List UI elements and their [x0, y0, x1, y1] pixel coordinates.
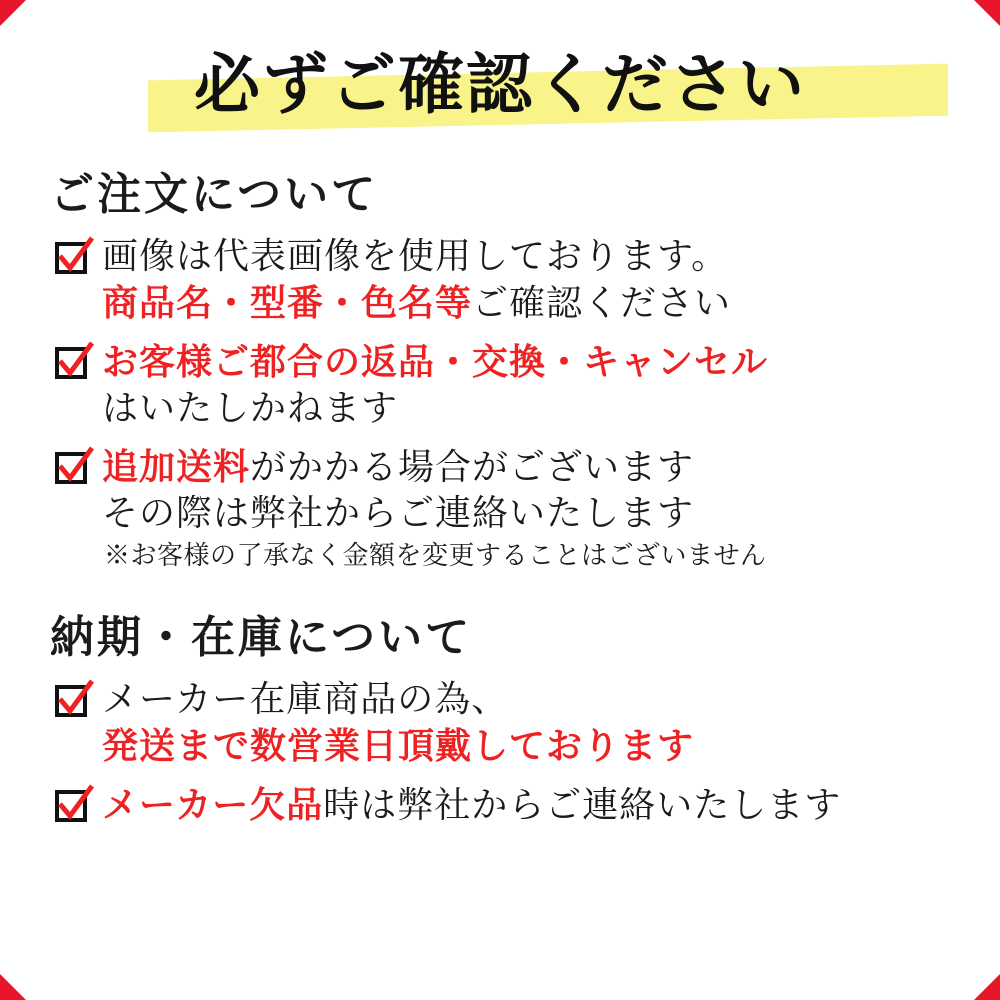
page-title: 必ずご確認ください	[194, 45, 806, 123]
list-item-text	[102, 444, 954, 575]
checkbox-checked-icon	[52, 679, 96, 723]
list-item-line: 商品名・型番・色名等ご確認ください	[102, 282, 732, 324]
checkbox-checked-icon	[52, 784, 96, 828]
section-title-delivery: 納期・在庫について	[50, 612, 473, 663]
list-item-text	[102, 234, 954, 327]
section-title-orders: ご注文について	[50, 169, 379, 220]
list-item	[46, 677, 954, 770]
list-item-note: ※お客様の了承なく金額を変更することはございません	[104, 541, 767, 571]
list-item	[46, 444, 954, 575]
list-item	[46, 339, 954, 432]
checkbox-checked-icon	[52, 446, 96, 490]
list-item-line: 画像は代表画像を使用しております。	[102, 236, 729, 277]
list-item-line: 発送まで数営業日頂戴しております	[102, 725, 695, 767]
list-item-line: メーカー在庫商品の為、	[102, 679, 509, 720]
list-item-text	[102, 782, 954, 829]
list-item	[46, 782, 954, 829]
headline-area	[46, 36, 954, 140]
list-item-line: メーカー欠品時は弊社からご連絡いたします	[102, 784, 842, 826]
list-item-line: 追加送料がかかる場合がございます	[102, 446, 695, 488]
list-item-line: お客様ご都合の返品・交換・キャンセル	[102, 341, 769, 383]
list-item-line: その際は弊社からご連絡いたします	[102, 493, 695, 534]
list-item-text	[102, 339, 954, 432]
list-item-text	[102, 677, 954, 770]
checkbox-checked-icon	[52, 341, 96, 385]
list-item-line: はいたしかねます	[102, 388, 399, 429]
checkbox-checked-icon	[52, 236, 96, 280]
list-item	[46, 234, 954, 327]
